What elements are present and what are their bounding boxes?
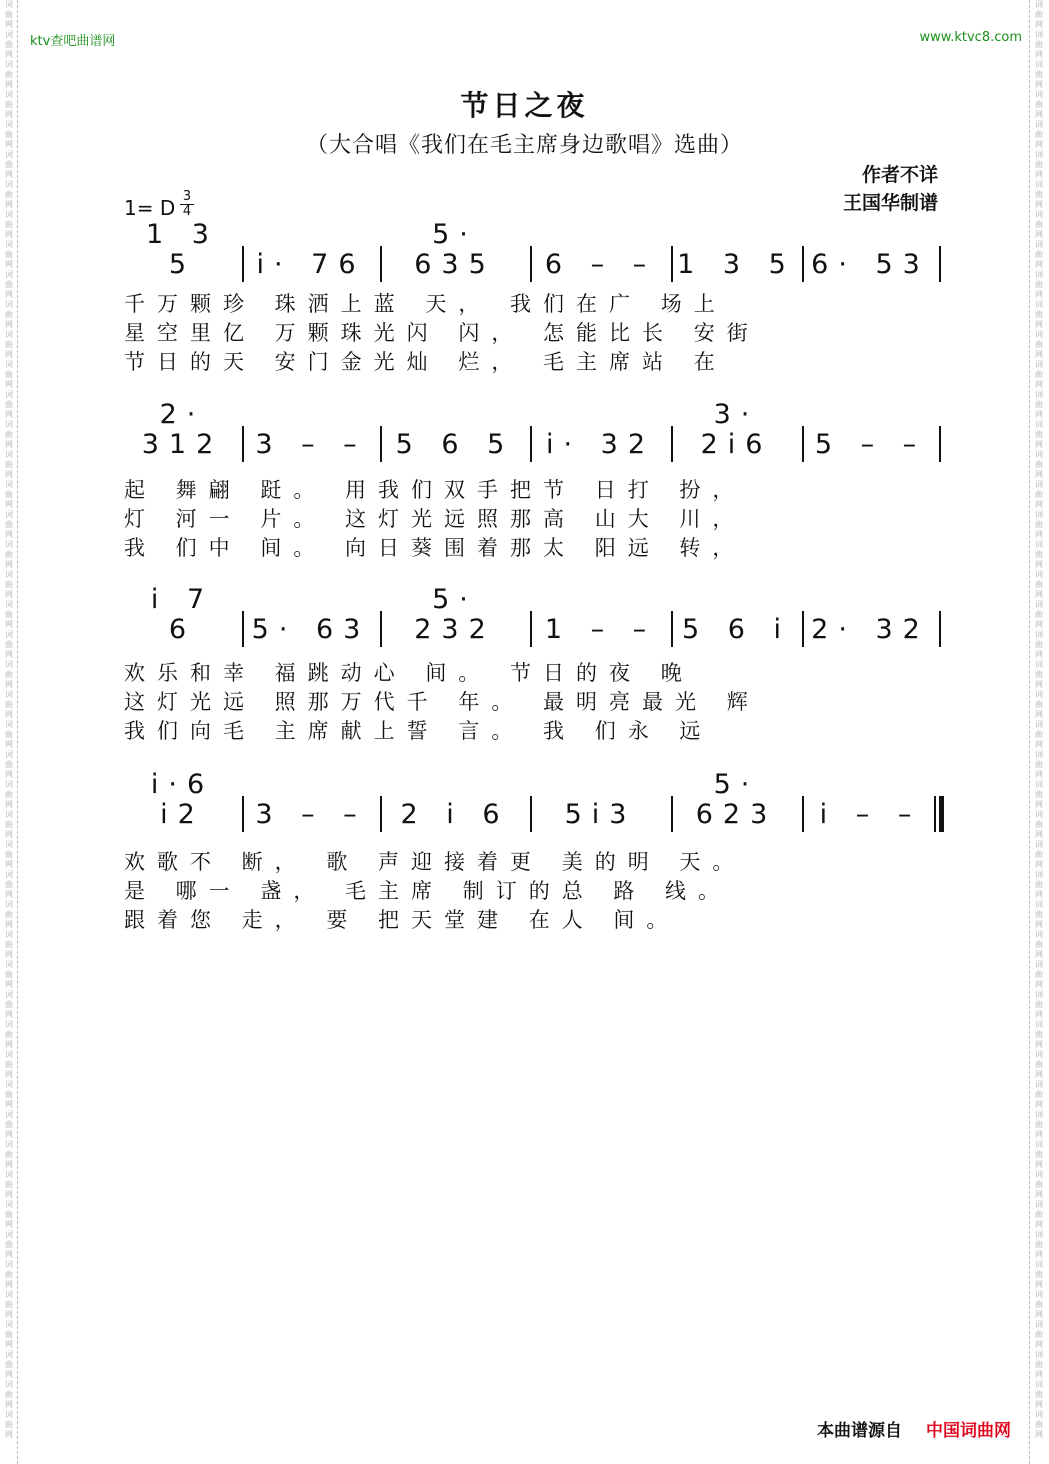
measure	[535, 613, 666, 645]
barline	[671, 426, 673, 462]
left-watermark: 词曲网词曲网词曲网词曲网词曲网词曲网词曲网词曲网词曲网词曲网词曲网词曲网词曲网词曲网词曲网词曲网词曲网词曲网词曲网词曲网词曲网词曲网词曲网词曲网词曲网词曲网词曲网词曲网词曲网词曲网词曲网词曲网词曲网词曲网词曲网词曲网词曲网词曲网词曲网词曲网词曲网词曲网词曲网词曲网词曲网词曲网词曲网词曲网	[5, 0, 13, 1439]
barline	[671, 246, 673, 282]
lyric-line: 节日的天 安门金光灿 烂， 毛主席站 在	[124, 350, 727, 374]
time-signature	[180, 190, 194, 219]
measure-notes: 5 6 5	[395, 429, 515, 460]
measure-notes: 5i3	[564, 799, 637, 830]
barline	[671, 796, 673, 832]
measure-notes: 3· 2i6	[700, 399, 773, 460]
barline	[802, 611, 804, 647]
left-border-rule	[17, 0, 18, 1464]
measure-notes: i· 76	[256, 249, 366, 280]
header-site-url[interactable]: www.ktvc8.com	[919, 30, 1022, 45]
barline	[380, 246, 382, 282]
time-signature-bottom: 4	[180, 204, 194, 219]
lyricist-credit: 作者不详	[861, 164, 938, 186]
barline	[802, 246, 804, 282]
measure-notes: 5 6 i	[681, 614, 792, 645]
measure-notes: 6· 53	[811, 249, 930, 280]
lyric-line: 我 们中 间。 向日葵围着那太 阳远 转，	[124, 536, 746, 560]
lyric-line: 欢歌不 断， 歌 声迎接着更 美的明 天。	[124, 850, 746, 874]
barline	[242, 246, 244, 282]
measure	[676, 248, 797, 280]
measure	[247, 248, 375, 280]
barline	[530, 796, 532, 832]
song-title: 节日之夜	[460, 89, 589, 122]
measure-notes: 2 i 6	[400, 799, 510, 830]
measure-notes: 1 – –	[544, 614, 657, 645]
measure	[676, 399, 797, 460]
measure	[535, 798, 666, 830]
measure-notes: i – –	[819, 799, 922, 830]
barline	[242, 796, 244, 832]
measure	[807, 613, 934, 645]
barline	[530, 246, 532, 282]
header-site-name[interactable]: ktv查吧曲谱网	[30, 34, 116, 49]
barline	[380, 611, 382, 647]
barline	[242, 426, 244, 462]
right-border-rule	[1029, 0, 1030, 1464]
measure-notes: 6 – –	[544, 249, 657, 280]
measure	[807, 428, 934, 460]
measure-notes: 5· 623	[695, 769, 778, 830]
measure-notes: i 7 6	[150, 584, 215, 645]
barline	[380, 796, 382, 832]
barline	[939, 246, 941, 282]
measure-notes: i·6 i2	[150, 769, 215, 830]
barline	[939, 426, 941, 462]
measure	[128, 399, 237, 460]
measure-notes: i· 32	[545, 429, 656, 460]
footer-source-name[interactable]: 中国词曲网	[926, 1421, 1011, 1441]
measure-notes: 5· 63	[251, 614, 371, 645]
barline	[671, 611, 673, 647]
measure-notes: 3 – –	[255, 429, 367, 460]
lyric-line: 欢乐和幸 福跳动心 间。 节日的夜 晚	[124, 661, 694, 685]
barline	[380, 426, 382, 462]
measure	[385, 219, 525, 280]
lyric-line: 跟着您 走， 要 把天堂建 在人 间。	[124, 908, 680, 932]
measure-notes: 1 3 5	[677, 249, 796, 280]
measure	[535, 428, 666, 460]
footer-source-label: 本曲谱源自	[817, 1421, 902, 1441]
measure-notes: 5· 635	[414, 219, 496, 280]
measure-notes: 1 3 5	[146, 219, 219, 280]
lyric-line: 千万颗珍 珠洒上蓝 天， 我们在广 场上	[124, 292, 727, 316]
measure	[247, 798, 375, 830]
measure-notes: 2· 32	[811, 614, 930, 645]
right-watermark: 词曲网词曲网词曲网词曲网词曲网词曲网词曲网词曲网词曲网词曲网词曲网词曲网词曲网词曲网词曲网词曲网词曲网词曲网词曲网词曲网词曲网词曲网词曲网词曲网词曲网词曲网词曲网词曲网词曲网词曲网词曲网词曲网词曲网词曲网词曲网词曲网词曲网词曲网词曲网词曲网词曲网词曲网词曲网词曲网词曲网词曲网词曲网词曲网	[1035, 0, 1043, 1439]
measure	[807, 798, 934, 830]
key-signature: 1= D	[124, 196, 176, 220]
measure	[128, 584, 237, 645]
measure	[385, 428, 525, 460]
measure	[247, 428, 375, 460]
measure	[128, 219, 237, 280]
measure	[128, 769, 237, 830]
lyric-line: 我们向毛 主席献上誓 言。 我 们永 远	[124, 719, 713, 743]
transcriber-credit: 王国华制谱	[842, 192, 938, 214]
song-subtitle: （大合唱《我们在毛主席身边歌唱》选曲）	[305, 133, 743, 158]
measure	[535, 248, 666, 280]
barline	[530, 426, 532, 462]
lyric-line: 星空里亿 万颗珠光闪 闪， 怎能比长 安街	[124, 321, 760, 345]
measure	[385, 584, 525, 645]
lyric-line: 起 舞翩 跹。 用我们双手把节 日打 扮，	[124, 478, 746, 502]
measure-notes: 2· 312	[141, 399, 224, 460]
barline	[802, 426, 804, 462]
measure	[247, 613, 375, 645]
measure-notes: 5· 232	[414, 584, 496, 645]
lyric-line: 灯 河一 片。 这灯光远照那高 山大 川，	[124, 507, 746, 531]
final-barline	[934, 796, 944, 832]
measure-notes: 5 – –	[814, 429, 927, 460]
measure	[807, 248, 934, 280]
time-signature-top: 3	[182, 189, 192, 204]
barline	[242, 611, 244, 647]
barline	[939, 611, 941, 647]
lyric-line: 是 哪一 盏， 毛主席 制订的总 路 线。	[124, 879, 732, 903]
measure-notes: 3 – –	[255, 799, 367, 830]
lyric-line: 这灯光远 照那万代千 年。 最明亮最光 辉	[124, 690, 760, 714]
measure	[676, 613, 797, 645]
barline	[530, 611, 532, 647]
measure	[676, 769, 797, 830]
barline	[802, 796, 804, 832]
measure	[385, 798, 525, 830]
